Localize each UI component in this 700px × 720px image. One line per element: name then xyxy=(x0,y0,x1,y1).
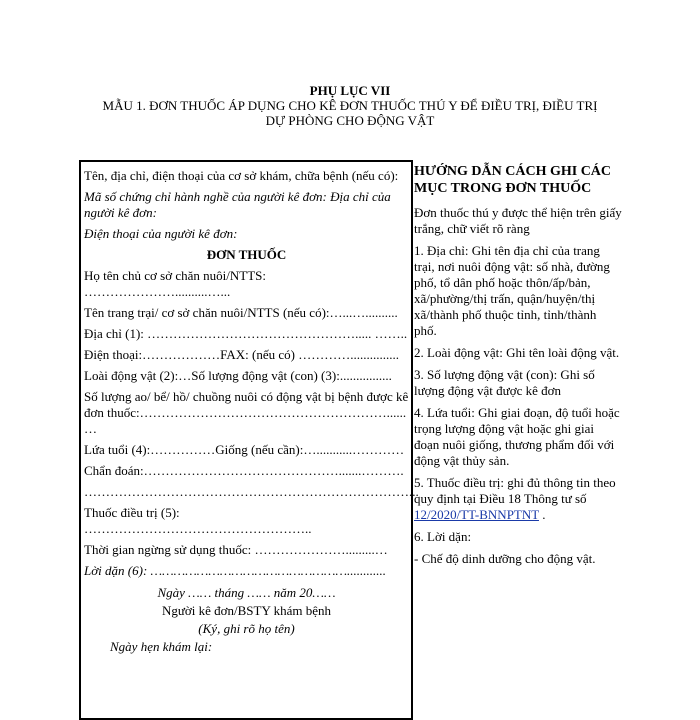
guide-item-2: 2. Loài động vật: Ghi tên loài động vật. xyxy=(414,345,620,360)
blank-line: …………………………………………………………………... xyxy=(84,484,419,499)
clinic-field: Tên, địa chỉ, điện thoại của cơ sở khám, chữa bệnh (nếu có): xyxy=(84,168,399,183)
guide-item-6-detail: - Chế độ dinh dưỡng cho động vật. xyxy=(414,551,596,566)
prescription-form xyxy=(79,160,419,720)
signature-block xyxy=(84,585,409,637)
guide-title: HƯỚNG DẪN CÁCH GHI CÁC MỤC TRONG ĐƠN THUỐC xyxy=(414,164,612,196)
appointment-field: Ngày hẹn khám lại: xyxy=(110,639,213,654)
sign-note: (Ký, ghi rõ họ tên) xyxy=(198,621,295,636)
guide-item-3: 3. Số lượng động vật (con): Ghi số lượng động vật được kê đơn xyxy=(414,367,595,398)
sick-count-field: Số lượng ao/ bể/ hồ/ chuồng nuôi có động vật bị bệnh được kê đơn thuốc:…………………………………………………...... … xyxy=(84,389,409,436)
date-line: Ngày …… tháng …… năm 20…… xyxy=(157,585,336,600)
guide-item-1: 1. Địa chỉ: Ghi tên địa chỉ của trang trại, nơi nuôi động vật: số nhà, đường phố, tổ dân phố hoặc thôn/ấp/bản, xã/phường/thị trấn, quận/huyện/thị xã/thành phố thuộc tỉnh, tỉnh/thành phố. xyxy=(414,243,610,338)
guide-item-5-text: 5. Thuốc điều trị: ghi đủ thông tin theo quy định tại Điều 18 Thông tư số xyxy=(414,475,616,506)
farm-field: Tên trang trại/ cơ sở chăn nuôi/NTTS (nếu có):…...….......... xyxy=(84,305,398,320)
phone-fax-field: Điện thoại:………………FAX: (nếu có) …………............... xyxy=(84,347,399,362)
prescriber-phone-field: Điện thoại của người kê đơn: xyxy=(84,226,238,241)
form-title-line-2: DỰ PHÒNG CHO ĐỘNG VẬT xyxy=(265,113,435,128)
address-field: Địa chỉ (1): …………………………………………..... …….. xyxy=(84,326,408,341)
owner-field: Họ tên chủ cơ sở chăn nuôi/NTTS: …………………..........…... xyxy=(84,268,266,299)
age-field: Lứa tuổi (4):……………Giống (nếu cần):…...........………… xyxy=(84,442,405,457)
cert-field: Mã số chứng chỉ hành nghề của người kê đơn: Địa chỉ của người kê đơn: xyxy=(84,189,391,220)
treatment-field: Thuốc điều trị (5): …………………………………………….. xyxy=(84,505,312,536)
guide-column xyxy=(414,163,622,573)
guide-item-6: 6. Lời dặn: xyxy=(414,529,472,544)
form-title-line-1: MẪU 1. ĐƠN THUỐC ÁP DỤNG CHO KÊ ĐƠN THUỐC THÚ Y ĐỂ ĐIỀU TRỊ, ĐIỀU TRỊ xyxy=(102,98,598,113)
document-header xyxy=(0,83,700,128)
advice-field: Lời dặn (6): ……………………………………………............ xyxy=(84,563,387,578)
withdrawal-field: Thời gian ngừng sử dụng thuốc: ………………….........… xyxy=(84,542,388,557)
species-field: Loài động vật (2):…Số lượng động vật (con) (3):................ xyxy=(84,368,392,383)
guide-intro: Đơn thuốc thú y được thể hiện trên giấy trắng, chữ viết rõ ràng xyxy=(414,205,622,236)
guide-item-5-suffix: . xyxy=(538,507,546,522)
prescription-title: ĐƠN THUỐC xyxy=(206,247,287,262)
circular-link[interactable]: 12/2020/TT-BNNPTNT xyxy=(414,507,539,522)
guide-item-5 xyxy=(414,475,622,523)
appendix-title: PHỤ LỤC VII xyxy=(309,83,391,98)
guide-item-4: 4. Lứa tuổi: Ghi giai đoạn, độ tuổi hoặc trọng lượng động vật hoặc ghi giai đoạn nuôi giống, thương phẩm đối với động vật thủy sản. xyxy=(414,405,620,468)
signer-label: Người kê đơn/BSTY khám bệnh xyxy=(161,603,332,618)
diagnosis-field: Chẩn đoán:……………………………………….......………. xyxy=(84,463,404,478)
